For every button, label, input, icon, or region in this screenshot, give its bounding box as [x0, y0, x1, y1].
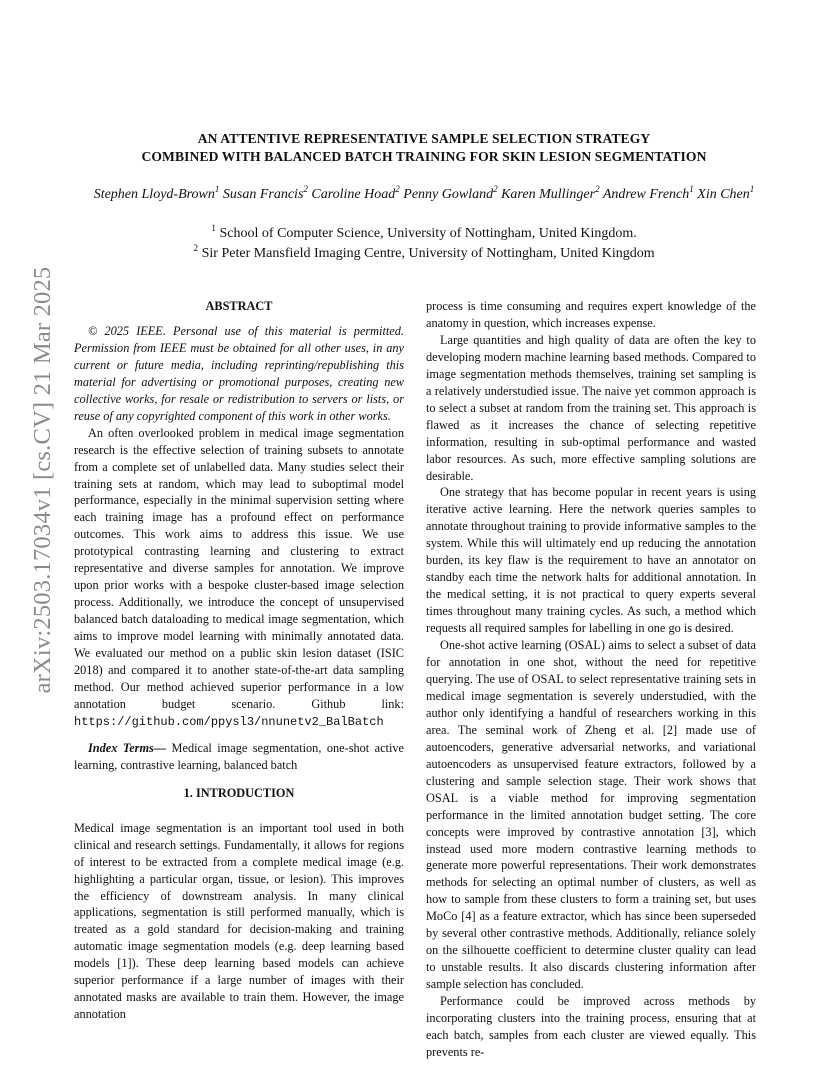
- author: Xin Chen: [697, 187, 750, 202]
- intro-paragraph-4: One-shot active learning (OSAL) aims to select a subset of data for annotation in one shot, without the need for repetitive querying. The use of OSAL to select representative training sets in medical image segmentation is severely understudied, with the author only identifying a handful of researchers working in this area. The seminal work of Zheng et al. [2] made use of autoencoders, generative adversarial networks, and variational autoencoders as unsupervised feature extractors, followed by a clustering and sample selection stage. Their work shows that OSAL is a viable method for improving segmentation performance in the limited annotation budget setting. The core concepts were improved by contrastive annotation [3], which instead used more modern contrastive learning methods to generate more powerful representations. Their work demonstrates methods for selecting an optimal number of clusters, as well as how to sample from these clusters to form a training set, but uses MoCo [4] as a feature extractor, which has since been superseded by several other contrastive methods. Additionally, reliance solely on the silhouette coefficient to determine cluster quality can lead to unstable results. It also discards clustering information after sample selection has concluded.: [426, 638, 756, 992]
- affiliation: [60, 244, 788, 264]
- title-line-1: AN ATTENTIVE REPRESENTATIVE SAMPLE SELECTION STRATEGY: [197, 131, 651, 146]
- author: Susan Francis: [222, 187, 304, 202]
- affiliation-text: Sir Peter Mansfield Imaging Centre, University of Nottingham, United Kingdom: [201, 246, 655, 261]
- title-line-2: COMBINED WITH BALANCED BATCH TRAINING FOR SKIN LESION SEGMENTATION: [141, 149, 707, 164]
- affiliation: [60, 224, 788, 244]
- abstract-body: [74, 425, 404, 731]
- author-affiliation-mark: 1: [749, 184, 755, 194]
- intro-paragraph-3: One strategy that has become popular in recent years is using iterative active learning. Here the network queries samples to annotate throughout training to provide informative samples to the system. While this will ultimately end up reducing the annotation burden, its key flaw is the requirement to have an annotator on standby each time the network halts for additional annotation. In the medical setting, it is not practical to query experts several times throughout many training cycles. As such, a method which requests all required samples for labelling in one go is desired.: [426, 485, 756, 636]
- author: Caroline Hoad: [311, 187, 396, 202]
- intro-paragraph-2: Large quantities and high quality of data are often the key to developing modern machine learning based methods. Compared to image segmentation methods themselves, training set sampling is a relatively understudied issue. The naive yet common approach is to select a subset at random from the training set. This approach is flawed as it increases the chance of selecting repetitive information, resulting in sub-optimal performance and wasted labor resources. As such, more effective sampling solutions are desirable.: [426, 332, 756, 483]
- intro-paragraph-5: Performance could be improved across methods by incorporating clusters into the training process, ensuring that at each batch, samples from each cluster are viewed equally. This prevents re-: [426, 994, 756, 1059]
- author-affiliation-mark: 1: [689, 184, 694, 194]
- affiliation-text: School of Computer Science, University of Nottingham, United Kingdom.: [219, 226, 637, 241]
- abstract-text: An often overlooked problem in medical image segmentation research is the effective selection of training subsets to annotate from a complete set of unlabelled data. Many studies select their training sets at random, which may lead to suboptimal model performance, especially in the minimal supervision setting where each training image has a profound effect on performance outcomes. This work aims to address this issue. We use prototypical contrasting learning and clustering to extract representative and diverse samples for annotation. We improve upon prior works with a bespoke cluster-based image selection process. Additionally, we introduce the concept of unsupervised balanced batch dataloading to medical image segmentation, which aims to improve model learning with minimally annotated data. We evaluated our method on a public skin lesion dataset (ISIC 2018) and compared it to another state-of-the-art data sampling method. Our method achieved superior performance in a low annotation budget scenario. Github link:: [74, 425, 404, 711]
- author: Stephen Lloyd-Brown: [93, 187, 215, 202]
- affiliation-mark: 2: [193, 244, 199, 254]
- author: Karen Mullinger: [501, 187, 596, 202]
- abstract-heading: ABSTRACT: [205, 299, 273, 313]
- copyright-notice: © 2025 IEEE. Personal use of this material is permitted. Permission from IEEE must be obtained for all other uses, in any current or future media, including reprinting/republishing this material for advertising or promotional purposes, creating new collective works, for resale or redistribution to servers or lists, or reuse of any copyrighted component of this work in other works.: [74, 323, 404, 423]
- paper-title: [60, 130, 788, 166]
- introduction-heading: 1. INTRODUCTION: [183, 785, 295, 800]
- index-terms-label: Index Terms—: [88, 740, 167, 755]
- author-affiliation-mark: 2: [595, 184, 600, 194]
- intro-paragraph-1-continued: process is time consuming and requires expert knowledge of the anatomy in question, which increases expense.: [426, 299, 756, 330]
- index-terms: [74, 740, 404, 774]
- index-terms-text: Medical image segmentation, one-shot active learning, contrastive learning, balanced batch: [74, 740, 404, 772]
- affiliation-list: [60, 224, 788, 264]
- author-affiliation-mark: 2: [395, 184, 400, 194]
- left-column: [74, 298, 404, 1023]
- github-link[interactable]: https://github.com/ppysl3/nnunetv2_BalBatch: [74, 714, 384, 729]
- author-affiliation-mark: 1: [214, 184, 220, 194]
- author-affiliation-mark: 2: [493, 184, 498, 194]
- author: Penny Gowland: [403, 187, 494, 202]
- author-list: [60, 186, 788, 204]
- affiliation-mark: 1: [211, 224, 217, 234]
- intro-paragraph-1: Medical image segmentation is an important tool used in both clinical and research settings. Fundamentally, it allows for regions of interest to be extracted from a complete medical image (e.g. highlighting a particular organ, tissue, or lesion). This improves the efficiency of downstream analysis. In many clinical applications, segmentation is still performed manually, which is treated as a gold standard for decision-making and training automatic image segmentation models (e.g. deep learning based models [1]). These deep learning based models can achieve superior performance if a large number of images with their annotated masks are available to train them. However, the image annotation: [74, 820, 404, 1022]
- author-affiliation-mark: 2: [303, 184, 308, 194]
- arxiv-identifier: arXiv:2503.17034v1 [cs.CV] 21 Mar 2025: [29, 266, 56, 694]
- right-column: [426, 298, 756, 1061]
- author: Andrew French: [602, 187, 690, 202]
